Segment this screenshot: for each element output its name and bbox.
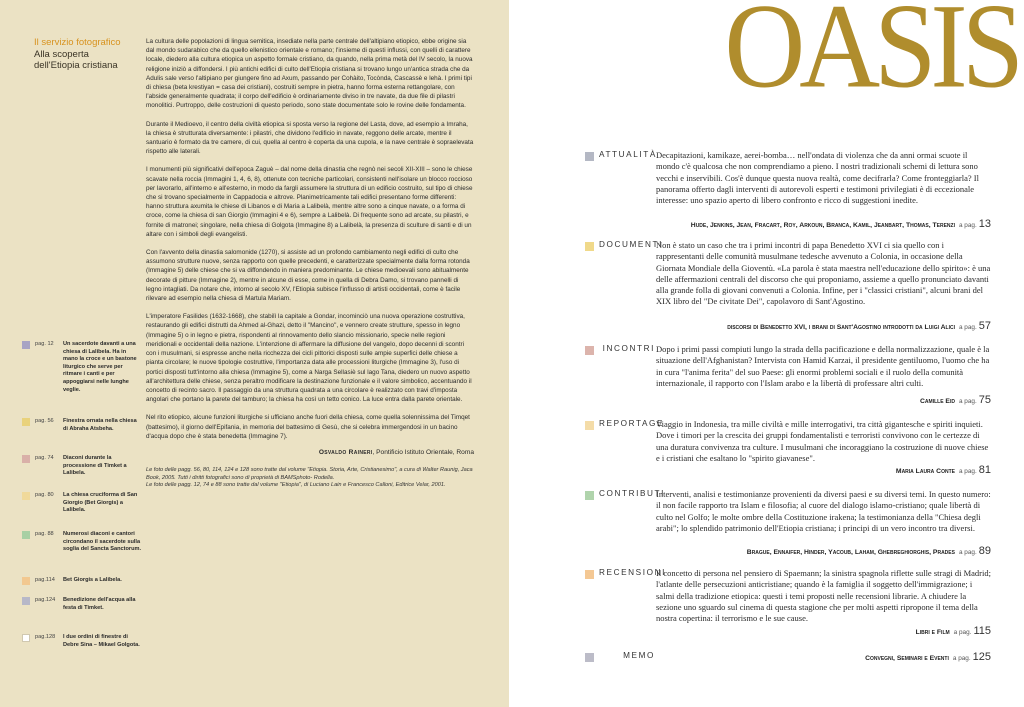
toc-description: Interventi, analisi e testimonianze provenienti da diversi paesi e su diversi temi. In questo numero: il non facile rapporto tra Islam e filosofia; al cuore del dialogo islamo-cristiano; quale libertà di culto nel Golfo; le molte ombre della Costituzione irakena; la testimonianza della "Chiesa degli arabi"; lo splendido patrimonio dell'Etiopia cristiana; i principi di un vero incontro tra diversi. [656,489,991,533]
toc-byline [656,545,991,557]
toc-page-prefix: a pag. [952,655,971,662]
toc-page-number[interactable]: 125 [972,651,991,663]
photo-caption [22,492,142,515]
toc-authors: Maria Laura Conte [895,468,955,475]
color-swatch [22,577,30,585]
article-body [146,37,474,490]
caption-page: pag.124 [35,597,56,603]
article-signature [146,448,474,457]
toc-byline [656,625,991,637]
color-swatch [585,491,594,500]
toc-page-prefix: a pag. [958,468,977,475]
magazine-logo: OASIS [724,0,1018,114]
toc-authors: discorsi di Benedetto XVI, i brani di Sant'Agostino introdotti da Luigi Alici [727,324,955,331]
toc-page-number[interactable]: 89 [978,545,991,557]
section-subtitle-1: Alla scoperta [34,48,89,60]
toc-authors: Convegni, Seminari e Eventi [865,655,949,662]
color-swatch [22,455,30,463]
toc-page-number[interactable]: 13 [978,218,991,230]
toc-authors: Hude, Jenkins, Jean, Fracart, Roy, Arkoun, Branca, Kamil, Jeanbart, Thomas, Terenzi [690,222,955,229]
article-paragraph: I monumenti più significativi dell'epoca Zaguè – dal nome della dinastia che regnò nei secoli XII-XIII – sono le chiese scavate nella roccia (Immagini 1, 4, 6, 8), ottenute con tecniche particolari, consistenti nell'isolare un blocco roccioso per lavorarlo, all'interno e all'esterno, in modo da fargli assumere la struttura di un edificio costruito, sul tipo di chiese che si trovano specialmente in Cappadocia e altrove. Planimetricamente tali edifici presentano forme differenti: hanno struttura axumita le chiese di Libanos e di Maria a Lalibelà, mentre altre sono a cinque navate, o a forma di croce, come la chiesa di san Giorgio (Immagini 4 e 6), sempre a Lalibelà. Di frequente sono ad arcate, su pilastri, e fornite di matronei; singolare, nella chiesa di Golgota (Immagine 8) a Lalibelà, la presenza di sculture di santi e di un altare con i simboli degli evangelisti. [146,166,473,238]
section-title-block [34,37,144,72]
toc-label: ATTUALITÀ [599,150,657,159]
toc-byline [656,218,991,230]
toc-description: Decapitazioni, kamikaze, aerei-bomba… nell'ondata di violenza che da anni ormai scuote il mondo c'è qualcosa che non comprendiamo a pieno. I nostri tradizionali schemi di lettura sono vecchi e inservibili. Cos'è dunque questa nuova realtà, come decifrarla? Come fronteggiarla? Il panorama offerto dagli interventi di autorevoli esperti e testimoni privilegiati è di eccezionale interesse: uno spazio aperto di libero confronto e ricco di suggestioni inedite. [656,150,979,206]
article-paragraph: L'imperatore Fasilides (1632-1668), che stabilì la capitale a Gondar, incominciò una nuova operazione costruttiva, restaurando gli edifici distrutti da Ahmed al-Ghazi, detto il "Mancino", e vennero create strutture, spesso in legno (Immagine 5) o in legno e pietra, rispondenti al rinnovamento dello slancio missionario, specie nelle regioni meridionali e occidentali della nazione. L'intenzione di affermare la diffusione del vangelo, dopo decenni di scontri con i musulmani, si espresse anche nella ricchezza dei cicli pittorici disposti sulle ampie superfici delle chiese a pianta circolare; le nuove tipologie costruttive, l'importanza data alle processioni liturgiche (Immagine 3), l'uso di portici disposti tutt'intorno alla chiesa (Immagine 5), come a Narga Sellasiè sul lago Tana, diedero un nuovo aspetto all'architettura delle chiese, senza peraltro modificare la destinazione funzionale e il valore simbolico, accentuando il concetto di recinto sacro. Il passaggio da una struttura quadrata a una circolare è realizzato con travi d'imposta angolari che portano la parete del tamburo; la chiesa ha così un tetto conico. La luce entra dalla parete orientale. [146,313,472,404]
toc-authors: Libri e Film [915,629,950,636]
caption-text: La chiesa cruciforma di San Giorgio (Bet Giorgis) a Lalibela. [63,492,138,514]
toc-byline [656,464,991,476]
caption-page: pag.114 [35,577,55,583]
toc-page-prefix: a pag. [958,549,977,556]
caption-page: pag. 80 [35,492,54,498]
caption-page: pag. 88 [35,531,54,537]
toc-label: REPORTAGE [599,419,665,428]
caption-page: pag. 12 [35,341,54,347]
photo-credits [146,467,474,490]
caption-text: Bet Giorgis a Lalibela. [63,577,122,583]
color-swatch [585,242,594,251]
caption-text: Finestra ornata nella chiesa di Abraha Atsbeha. [63,418,137,432]
article-paragraph: Nel rito etiopico, alcune funzioni liturgiche si ufficiano anche fuori della chiesa, come quella solennissima del Timqet (battesimo), il giorno dell'Epifania, in memoria del battesimo di Gesù, che si celebra immergendosi in un bacino d'acqua dopo che è stata benedetta (Immagine 7). [146,414,470,440]
photo-caption [22,341,142,394]
toc-authors: Brague, Ennaifer, Hinder, Yacoub, Laham, Ghebreghiorghis, Prades [746,549,955,556]
toc-page-prefix: a pag. [958,324,977,331]
toc-page-number[interactable]: 115 [973,625,991,637]
toc-description: Dopo i primi passi compiuti lungo la strada della pacificazione e della normalizzazione, quale è la situazione dell'Afghanistan? Intervista con Hamid Karzai, il presidente gentiluomo, l'uomo che ha in cura "l'anima ferita" del suo Paese: gli enormi problemi sociali e il ruolo della comunità internazionale, il rapporto con l'Islam arabo e la libertà di professare altri culti. [656,344,990,388]
caption-text: Un sacerdote davanti a una chiesa di Lalibela. Ha in mano la croce e un bastone liturgico che serve per ritmare i canti e per appoggiarsi nelle lunghe veglie. [63,341,137,393]
color-swatch [22,597,30,605]
photo-caption [22,531,142,554]
toc-authors: Camille Eid [920,398,955,405]
toc-description: Non è stato un caso che tra i primi incontri di papa Benedetto XVI ci sia quello con i rappresentanti delle comunità musulmane tedesche avvenuto a Colonia, in occasione della Giornata Mondiale della Gioventù. «La parola è stata maestra nell'educazione dello spirito»: è una delle affermazioni centrali del discorso che qui proponiamo, assieme a quello pronunciato davanti alla grande folla di giovani convenuti a Colonia. Infine, per i "classici cristiani", alcuni brani del XIX libro del "De civitate Dei", capolavoro di Sant'Agostino. [656,240,991,307]
toc-label: RECENSIONI [599,568,666,577]
color-swatch [22,531,30,539]
caption-page: pag. 74 [35,455,54,461]
toc-byline [656,320,991,332]
color-swatch [585,570,594,579]
color-swatch [585,346,594,355]
photo-caption [22,634,142,649]
credit-line: Le foto delle pagg. 12, 74 e 88 sono tratte dal volume "Etiopia", di Luciano Lain e Francesco Calloni, Editrice Velar, 2001. [146,482,446,489]
toc-label: CONTRIBUTI [599,489,666,498]
photo-caption [22,577,142,585]
toc-byline [656,651,991,663]
caption-text: Numerosi diaconi e cantori circondano il sacerdote sulla soglia del Sancta Sanctorum. [63,531,142,553]
color-swatch [22,634,30,642]
caption-page: pag. 56 [35,418,54,424]
toc-page-prefix: a pag. [958,398,977,405]
caption-text: I due ordini di finestre di Debre Sina – Mikael Golgota. [63,634,140,648]
right-page [509,0,1024,707]
toc-label: MEMO [623,651,655,660]
credit-line: Le foto delle pagg. 56, 80, 114, 124 e 128 sono tratte dal volume "Etiopia. Storia, Arte, Cristianesimo", a cura di Walter Raunig, Jaca Book, 2005. Tutti i diritti fotografici sono di proprietà di BAMSphoto- Rodella. [146,467,473,481]
author-affiliation: , Pontificio Istituto Orientale, Roma [372,448,474,456]
toc-description: Il concetto di persona nel pensiero di Spaemann; la sinistra spagnola riflette sulle stragi di Madrid; l'atlante delle persecuzioni anticristiane; quando è la famiglia il soggetto dell'immigrazione; i salmi della tradizione etiopica: questi i temi proposti nelle recensioni librarie. A chiudere la sezione uno sguardo sul cinema di questa stagione che per molti aspetti ripropone il tema della nostra copertina: il terrorismo e le sue cause. [656,568,991,624]
article-paragraph: La cultura delle popolazioni di lingua semitica, insediate nella parte centrale dell'altipiano etiopico, ebbe origine sia dal mondo sudarabico che da quello ellenistico orientale e romano; l'insieme di questi influssi, con quelli di carattere locale, diedero alla cultura etiopica un aspetto formale cristiano, da quando, nella prima metà del IV secolo, la nuova religione iniziò a diffondersi. I più antichi edifici di culto dell'Etiopia cristiana si trovano lungo un'antica strada che da Adulis sale verso l'altipiano per giungere fino ad Axum, passando per Cohàito, Tocònda, Cascassè e lehà. I primi tipi di chiesa (beta krestiyan = casa dei cristiani), costruiti sempre in pietra, hanno forma esterna rettangolare, con l'abside generalmente quadrata; il corpo dell'edificio è ordinariamente diviso in tre navate, da due file di pilastri monolitici. Purtroppo, delle costruzioni di questo periodo, sono state documentate solo le rovine delle fondamenta. [146,38,473,110]
caption-text: Diaconi durante la processione di Timket a Lalibela. [63,455,127,477]
toc-label: DOCUMENTI [599,240,663,249]
caption-page: pag.128 [35,634,56,640]
toc-byline [656,394,991,406]
color-swatch [22,418,30,426]
toc-page-number[interactable]: 75 [978,394,991,406]
color-swatch [585,152,594,161]
section-title: Il servizio fotografico [34,37,121,48]
caption-text: Benedizione dell'acqua alla festa di Timket. [63,597,136,611]
toc-page-number[interactable]: 57 [978,320,991,332]
section-subtitle-2: dell'Etiopia cristiana [34,60,118,71]
author-name: Osvaldo Raineri [318,448,373,456]
color-swatch [22,492,30,500]
toc-description: Viaggio in Indonesia, tra mille civiltà e mille interrogativi, tra città gigantesche e spiriti inquieti. Dove i timori per la crescita dei gruppi fondamentalisti e terroristi convivono con le certezze di una duratura convivenza tra culture. I musulmani che incoraggiano la costruzione di nuove chiese e i cristiani che esaltano lo "spirito giavanese". [656,419,989,463]
toc-label: INCONTRI [602,344,655,353]
photo-caption [22,455,142,478]
toc-page-number[interactable]: 81 [978,464,991,476]
color-swatch [22,341,30,349]
color-swatch [585,653,594,662]
photo-caption [22,418,142,433]
toc-page-prefix: a pag. [958,222,977,229]
article-paragraph: Con l'avvento della dinastia salomonide (1270), si assiste ad un profondo cambiamento negli edifici di culto che assumono strutture nuove, senza rapporto con quelle precedenti, e caratterizzate specialmente dalla forma rotonda (Immagine 5) delle chiese che si va diffondendo in maniera predominante. Le chiese medioevali sono abitualmente decorate di pitture (Immagine 2), mentre in alcune di esse, come in quella di Debra Damo, si trovano pannelli di legno intagliati. Da notare che, intorno al secolo XV, l'Etiopia subisce l'influsso di artisti occidentali, come è facile rilevare ad esempio nella chiesa di Martula Mariam. [146,249,470,303]
photo-caption [22,597,142,612]
article-paragraph: Durante il Medioevo, il centro della civiltà etiopica si sposta verso la regione del Lasta, dove, ad esempio a Imraha, la chiesa è strutturata diversamente: i pilastri, che dividono l'edificio in navate, reggono delle arcate, mentre il santuario è formato da tre camere, di cui, quella al centro è coperta da una cupola, e la nave centrale è sopraelevata rispetto alle laterali. [146,120,474,156]
color-swatch [585,421,594,430]
toc-page-prefix: a pag. [953,629,972,636]
left-page [0,0,509,707]
